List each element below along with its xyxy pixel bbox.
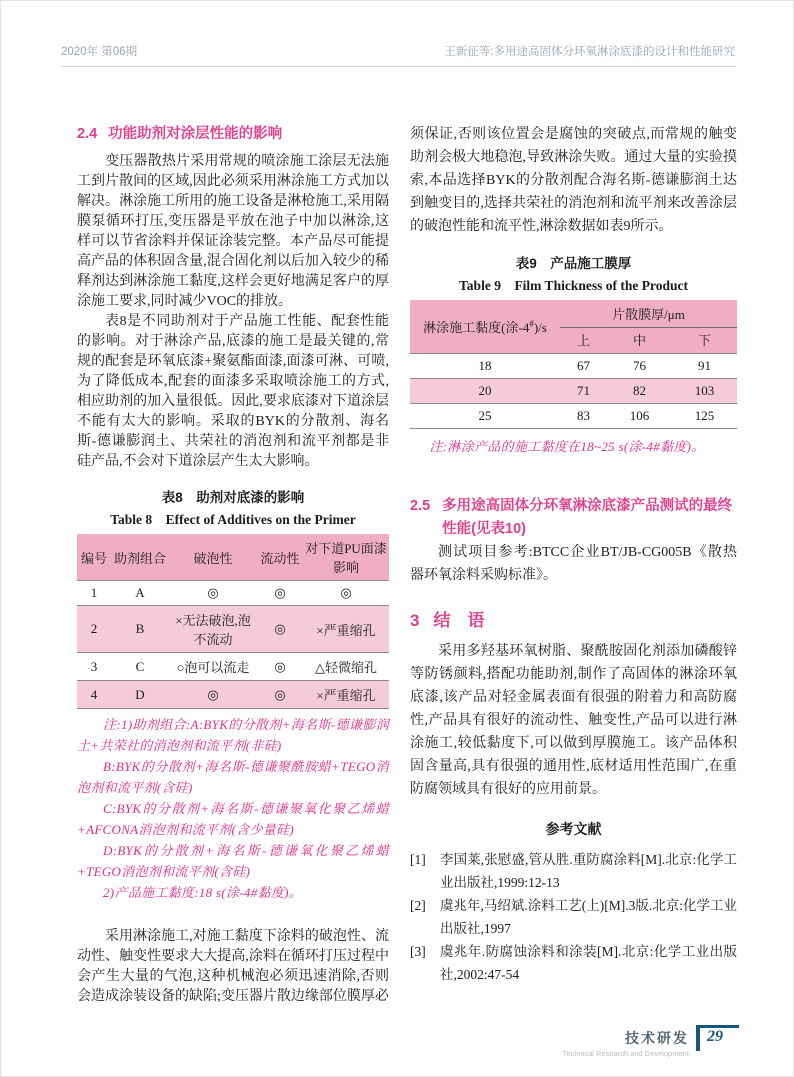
references-title: 参考文献 bbox=[545, 821, 602, 837]
table-cell: 76 bbox=[633, 358, 646, 373]
table-cell: ◎ bbox=[340, 585, 352, 600]
table-cell: 1 bbox=[90, 585, 98, 600]
section-title: 结 语 bbox=[433, 611, 485, 630]
column-subheader: 中 bbox=[607, 328, 672, 354]
footer-section-subtitle: Technical Research and Development bbox=[562, 1049, 689, 1058]
footer-section-title: 技术研发 bbox=[625, 1030, 689, 1046]
table-cell: 67 bbox=[577, 358, 590, 373]
table-cell: 125 bbox=[694, 408, 715, 423]
section-heading-2-5 bbox=[410, 495, 737, 541]
table-cell: ◎ bbox=[274, 658, 286, 674]
viscosity-label-prefix: 淋涂施工黏度(涂-4 bbox=[423, 320, 530, 335]
footer-section bbox=[563, 1028, 689, 1058]
reference-text: 虞兆年,马绍斌.涂料工艺(上)[M].3版.北京:化学工业出版社,1997 bbox=[440, 898, 737, 936]
table-cell: C bbox=[135, 658, 145, 674]
paragraph: 表8是不同助剂对于产品施工性能、配套性能的影响。对于淋涂产品,底漆的施工是最关键的,常规的配套是环氧底漆+聚氨酯面漆,面漆可淋、可喷,为了降低成本,配套的面漆多采取喷涂施工的方式,相应助剂的加入量很低。因此,要求底漆对下道涂层不能有太大的影响。采取的BYK的分散剂、海名斯-德谦膨润土、共荣社的消泡剂和流平剂都是非硅产品,不会对下道涂层产生太大影响。 bbox=[77, 314, 389, 469]
paragraph: 须保证,否则该位置会是腐蚀的突破点,而常规的触变助剂会极大地稳泡,导致淋涂失败。通过大量的实验摸索,本品选择BYK的分散剂配合海名斯-德谦膨润土达到触变目的,选择共荣社的消泡剂和流平剂来改善涂层的破泡性能和流平性,淋涂数据如表9所示。 bbox=[410, 127, 737, 234]
paragraph: 变压器散热片采用常规的喷涂施工涂层无法施工到片散间的区域,因此必须采用淋涂施工方式加以解决。淋涂施工所用的施工设备是淋枪施工,采用隔膜泵循环打压,变压器是平放在池子中加以淋涂,这样可以节省涂料并保证涂装完整。本产品尽可能提高产品的体积固含量,混合固化剂以后加入较少的稀释剂达到淋涂施工黏度,这样会更好地满足客户的厚涂施工要求,同时减少VOC的排放。 bbox=[77, 154, 389, 309]
table-cell: ◎ bbox=[207, 585, 219, 600]
note-line: D:BYK的分散剂+海名斯-德谦氧化聚乙烯蜡+TEGO消泡剂和流平剂(含硅) bbox=[77, 843, 389, 879]
table-8 bbox=[77, 534, 389, 709]
table-cell: 91 bbox=[697, 358, 711, 373]
paragraph: 采用多羟基环氧树脂、聚酰胺固化剂添加磷酸锌等防锈颜料,搭配功能助剂,制作了高固体的淋涂环氧底漆,该产品对轻金属表面有很强的附着力和高防腐性,产品具有很好的流动性、触变性,产品可以进行淋涂施工,较低黏度下,可以做到厚膜施工。该产品体积固含量高,具有很强的通用性,底材适用性范围广,在重防腐领域具有很好的应用前景。 bbox=[410, 644, 737, 797]
table-cell: △轻微缩孔 bbox=[315, 660, 377, 675]
table-cell: 18 bbox=[478, 358, 492, 373]
page-footer bbox=[563, 1025, 739, 1058]
section-heading-2-4 bbox=[77, 124, 389, 144]
table-cell: ×严重缩孔 bbox=[316, 622, 376, 638]
section-number: 2.4 bbox=[77, 126, 98, 142]
table-9 bbox=[410, 300, 737, 429]
table-cell: 71 bbox=[577, 383, 590, 398]
column-header: 编号 bbox=[77, 534, 111, 581]
table-cell: ◎ bbox=[274, 686, 286, 702]
column-header: 对下道PU面漆影响 bbox=[303, 534, 389, 581]
table-cell: ×无法破泡,泡不流动 bbox=[175, 613, 251, 647]
note-line: 2)产品施工黏度:18 s(涂-4#黏度)。 bbox=[103, 885, 303, 900]
table8-body bbox=[77, 581, 389, 709]
section-heading-3 bbox=[410, 609, 737, 633]
table-cell: ◎ bbox=[274, 621, 286, 636]
table9-note: 注:淋涂产品的施工黏度在18~25 s(涂-4#黏度)。 bbox=[429, 439, 705, 454]
table9-caption-en: Table 9 Film Thickness of the Product bbox=[459, 278, 688, 293]
right-column bbox=[410, 123, 737, 1007]
reference-text: 虞兆年.防腐蚀涂料和涂装[M].北京:化学工业出版社,2002:47-54 bbox=[440, 944, 737, 982]
table-header-row bbox=[77, 534, 389, 581]
page-content bbox=[77, 123, 737, 1007]
column-header: 破泡性 bbox=[169, 534, 257, 581]
reference-item bbox=[410, 848, 737, 894]
table-cell: ○泡可以流走 bbox=[176, 660, 250, 675]
column-header: 流动性 bbox=[257, 534, 303, 581]
reference-label: [3] bbox=[410, 944, 426, 959]
table-cell: 25 bbox=[478, 408, 492, 423]
paragraph: 测试项目参考:BTCC企业BT/JB-CG005B《散热器环氧涂料采购标准》。 bbox=[410, 545, 737, 583]
table9-header bbox=[410, 300, 737, 354]
table-cell: 82 bbox=[633, 383, 646, 398]
table8-header bbox=[77, 534, 389, 581]
header-issue: 2020年 第06期 bbox=[61, 46, 138, 58]
page-number-box bbox=[696, 1025, 739, 1051]
viscosity-label-suffix: )/s bbox=[533, 320, 547, 335]
viscosity-label-sup: # bbox=[529, 318, 534, 329]
note-line: C:BYK的分散剂+海名斯-德谦聚氧化聚乙烯蜡+AFCONA消泡剂和流平剂(含少量硅) bbox=[77, 801, 389, 837]
reference-item bbox=[410, 940, 737, 986]
header-running-title: 王新征等:多用途高固体分环氧淋涂底漆的设计和性能研究 bbox=[444, 46, 735, 58]
table8-notes bbox=[77, 714, 389, 903]
table-cell: B bbox=[135, 621, 145, 636]
section-number: 3 bbox=[410, 611, 420, 630]
table-cell: ◎ bbox=[207, 686, 219, 702]
note-line: 注:1)助剂组合:A:BYK的分散剂+海名斯-德谦膨润土+共荣社的消泡剂和流平剂(非硅) bbox=[77, 717, 389, 753]
table9-body bbox=[410, 354, 737, 429]
column-header-viscosity bbox=[410, 300, 560, 354]
table-cell: 2 bbox=[90, 621, 98, 636]
table-cell: ◎ bbox=[274, 585, 286, 600]
table9-caption-cn: 表9 产品施工膜厚 bbox=[515, 256, 632, 271]
paragraph: 采用淋涂施工,对施工黏度下涂料的破泡性、流动性、触变性要求大大提高,涂料在循环打压过程中会产生大量的气泡,这种机械泡必须迅速消除,否则会造成涂装设备的缺陷;变压器片散边缘部位膜厚必 bbox=[77, 929, 389, 1004]
section-number: 2.5 bbox=[410, 498, 431, 514]
table-cell: D bbox=[135, 686, 145, 702]
table-cell: A bbox=[135, 585, 145, 600]
page-number: 29 bbox=[707, 1028, 723, 1045]
references-list bbox=[410, 848, 737, 986]
column-subheader: 下 bbox=[672, 328, 737, 354]
table-header-row bbox=[410, 300, 737, 328]
reference-item bbox=[410, 894, 737, 940]
table-cell: 106 bbox=[629, 408, 650, 423]
reference-label: [1] bbox=[410, 852, 426, 867]
section-title: 多用途高固体分环氧淋涂底漆产品测试的最终性能(见表10) bbox=[442, 498, 733, 537]
table-row bbox=[77, 581, 389, 606]
table-row bbox=[77, 653, 389, 681]
table-cell: 3 bbox=[90, 658, 98, 674]
column-header-thickness: 片散膜厚/μm bbox=[560, 300, 737, 328]
table-row bbox=[410, 379, 737, 404]
table-row bbox=[77, 606, 389, 653]
table-row bbox=[410, 404, 737, 429]
table8-caption-en: Table 8 Effect of Additives on the Primer bbox=[110, 512, 356, 527]
table-cell: 20 bbox=[478, 383, 492, 398]
table-cell: ×严重缩孔 bbox=[316, 688, 376, 703]
reference-label: [2] bbox=[410, 898, 426, 913]
table-cell: 4 bbox=[90, 686, 98, 702]
table-row bbox=[410, 354, 737, 379]
column-subheader: 上 bbox=[560, 328, 607, 354]
reference-text: 李国莱,张慰盛,管从胜.重防腐涂料[M].北京:化学工业出版社,1999:12-13 bbox=[440, 852, 737, 890]
table-cell: 103 bbox=[694, 383, 715, 398]
note-line: B:BYK的分散剂+海名斯-德谦聚酰胺蜡+TEGO消泡剂和流平剂(含硅) bbox=[77, 759, 389, 795]
column-header: 助剂组合 bbox=[111, 534, 169, 581]
section-title: 功能助剂对涂层性能的影响 bbox=[108, 126, 283, 142]
table-row bbox=[77, 681, 389, 709]
table-cell: 83 bbox=[577, 408, 590, 423]
table8-caption-cn: 表8 助剂对底漆的影响 bbox=[161, 490, 305, 505]
left-column bbox=[77, 123, 389, 1007]
page-header bbox=[61, 43, 735, 67]
